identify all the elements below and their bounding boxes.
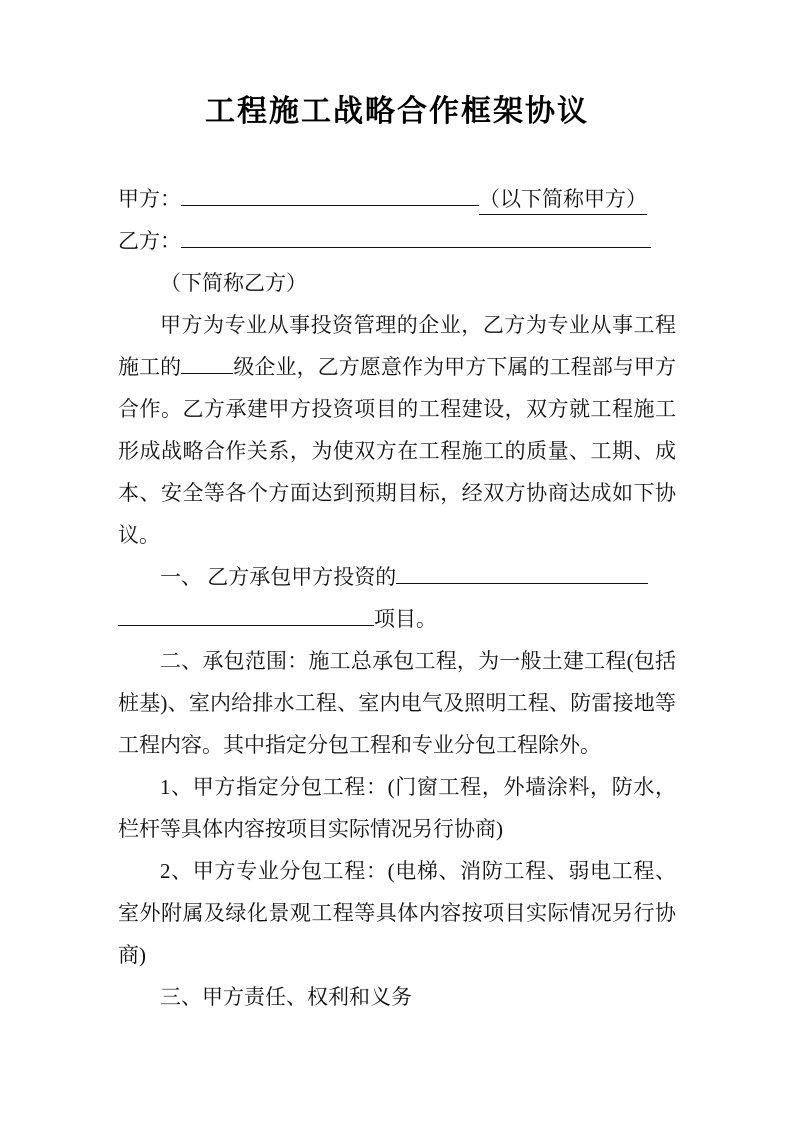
intro-text-part2: 级企业，乙方愿意作为甲方下属的工程部与甲方合作。乙方承建甲方投资项目的工程建设，双方就工程施工形成战略合作关系，为使双方在工程施工的质量、工期、成本、安全等各个方面达到预期目标，经双方协商达成如下协议。 [118,355,676,547]
party-b-blank-field[interactable] [181,246,651,248]
grade-blank-field[interactable] [181,372,233,374]
project-blank-field-line2[interactable] [118,624,374,626]
party-a-suffix: （以下简称甲方） [479,184,647,215]
intro-text-part1: 甲方为专业从事投资管理的企业，乙方为专业从事工程施工的 [118,313,676,379]
party-a-blank-field[interactable] [181,204,479,206]
intro-paragraph [118,304,676,556]
party-a-line [118,178,676,220]
party-b-label: 乙方： [118,229,181,253]
item-1-tail: 项目。 [374,607,437,631]
item-3-heading: 三、甲方责任、权利和义务 [160,985,412,1009]
item-1-lead: 一、 乙方承包甲方投资的 [160,565,397,589]
item-2-subitem-1: 1、甲方指定分包工程：(门窗工程，外墙涂料，防水，栏杆等具体内容按项目实际情况另行协商) [118,775,676,841]
party-b-note: （下简称乙方） [160,271,307,295]
item-1-paragraph [118,556,676,640]
item-2-scope-paragraph: 二、承包范围：施工总承包工程，为一般土建工程(包括桩基)、室内给排水工程、室内电气及照明工程、防雷接地等工程内容。其中指定分包工程和专业分包工程除外。 [118,649,676,757]
party-a-label: 甲方： [118,187,181,211]
project-blank-field-line1[interactable] [396,582,648,584]
party-b-line [118,220,676,262]
document-title: 工程施工战略合作框架协议 [205,95,589,128]
item-2-subitem-2: 2、甲方专业分包工程：(电梯、消防工程、弱电工程、室外附属及绿化景观工程等具体内容按项目实际情况另行协商) [118,859,676,967]
